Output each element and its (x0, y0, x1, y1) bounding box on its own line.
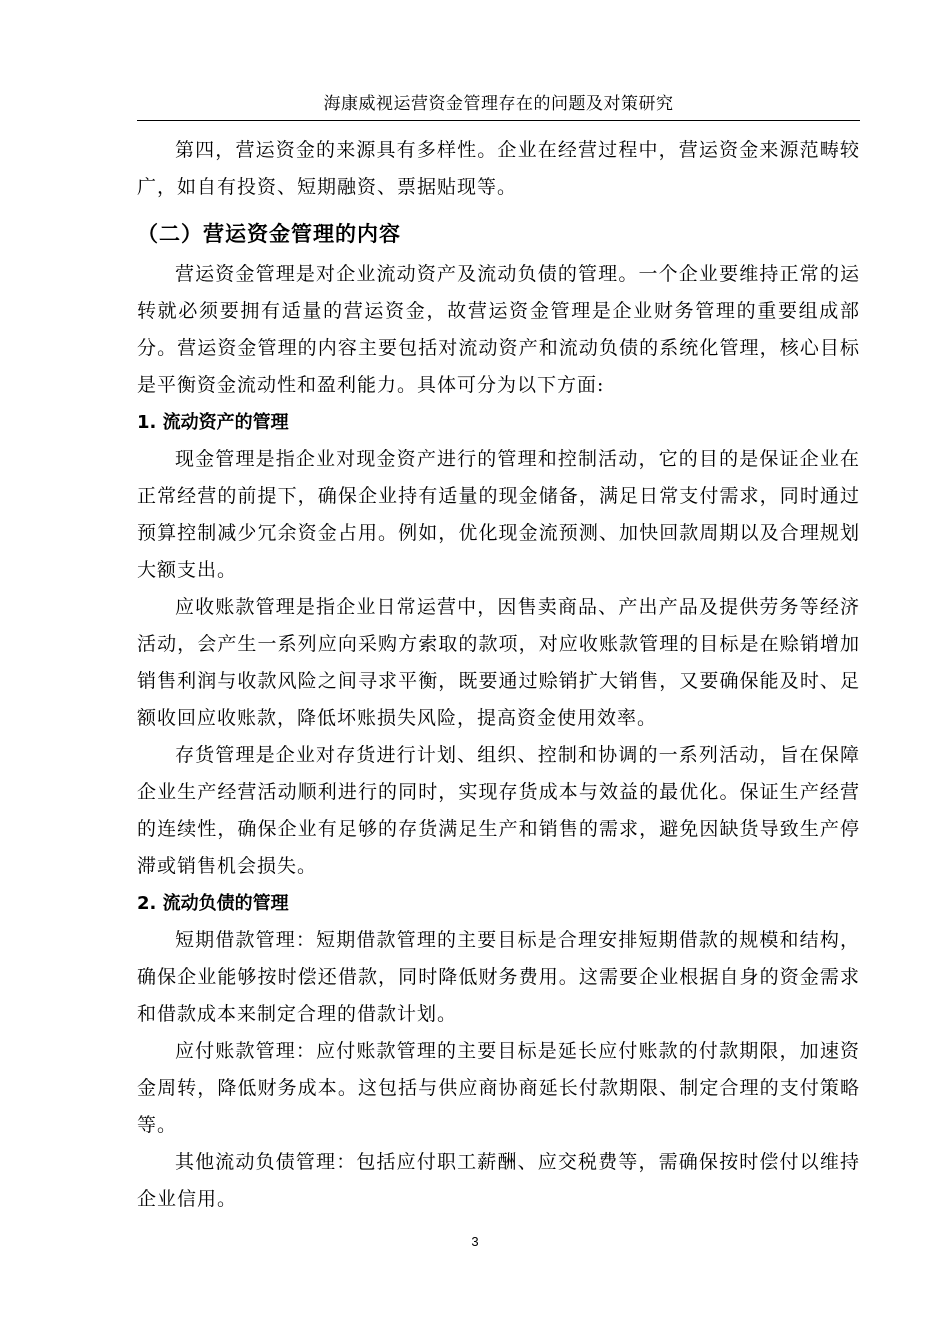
subheading-current-liabilities: 2. 流动负债的管理 (137, 893, 289, 914)
paragraph-short-loan-management: 短期借款管理：短期借款管理的主要目标是合理安排短期借款的规模和结构，确保企业能够按时偿还借款，同时降低财务费用。这需要企业根据自身的资金需求和借款成本来制定合理的借款计划。 (137, 929, 860, 1025)
header-title: 海康威视运营资金管理存在的问题及对策研究 (323, 94, 674, 114)
page-header (137, 90, 860, 121)
page-number: 3 (471, 1234, 479, 1249)
paragraph-section-overview: 营运资金管理是对企业流动资产及流动负债的管理。一个企业要维持正常的运转就必须要拥有适量的营运资金，故营运资金管理是企业财务管理的重要组成部分。营运资金管理的内容主要包括对流动资产和流动负债的系统化管理，核心目标是平衡资金流动性和盈利能力。具体可分为以下方面: (137, 263, 860, 396)
paragraph-cash-management: 现金管理是指企业对现金资产进行的管理和控制活动，它的目的是保证企业在正常经营的前提下，确保企业持有适量的现金储备，满足日常支付需求，同时通过预算控制减少冗余资金占用。例如，优化现金流预测、加快回款周期以及合理规划大额支出。 (137, 448, 860, 581)
subheading-current-assets: 1. 流动资产的管理 (137, 412, 289, 433)
paragraph-receivables-management: 应收账款管理是指企业日常运营中，因售卖商品、产出产品及提供劳务等经济活动，会产生一系列应向采购方索取的款项，对应收账款管理的目标是在赊销增加销售利润与收款风险之间寻求平衡，既要通过赊销扩大销售，又要确保能及时、足额收回应收账款，降低坏账损失风险，提高资金使用效率。 (137, 596, 860, 729)
section-heading: （二）营运资金管理的内容 (137, 221, 401, 246)
document-body (137, 132, 860, 1218)
paragraph-intro: 第四，营运资金的来源具有多样性。企业在经营过程中，营运资金来源范畴较广，如自有投资、短期融资、票据贴现等。 (137, 139, 860, 198)
paragraph-payables-management: 应付账款管理：应付账款管理的主要目标是延长应付账款的付款期限，加速资金周转，降低财务成本。这包括与供应商协商延长付款期限、制定合理的支付策略等。 (137, 1040, 860, 1136)
paragraph-other-liabilities: 其他流动负债管理：包括应付职工薪酬、应交税费等，需确保按时偿付以维持企业信用。 (137, 1151, 860, 1210)
paragraph-inventory-management: 存货管理是企业对存货进行计划、组织、控制和协调的一系列活动，旨在保障企业生产经营活动顺利进行的同时，实现存货成本与效益的最优化。保证生产经营的连续性，确保企业有足够的存货满足生产和销售的需求，避免因缺货导致生产停滞或销售机会损失。 (137, 744, 860, 877)
